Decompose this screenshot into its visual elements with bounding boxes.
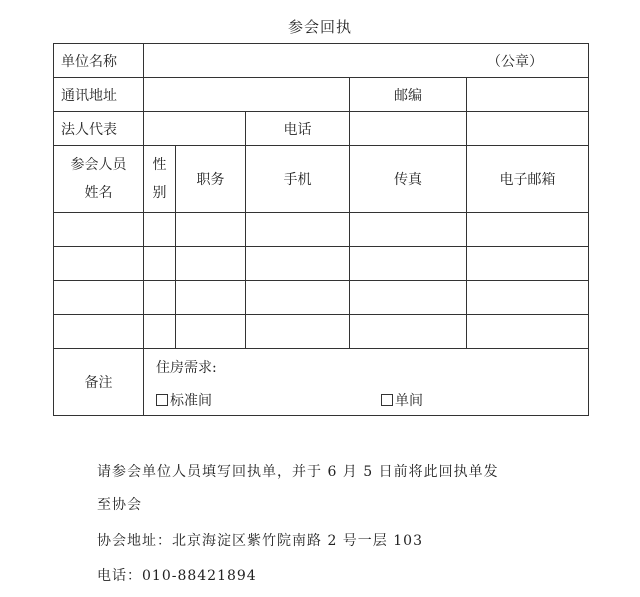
phone-extra-field[interactable] <box>467 112 589 146</box>
footer-address: 协会地址：北京海淀区紫竹院南路 2 号一层 103 <box>97 533 423 549</box>
position-cell[interactable] <box>176 315 246 349</box>
standard-room-option[interactable] <box>156 393 212 409</box>
email-header: 电子邮箱 <box>467 146 589 213</box>
address-label: 通讯地址 <box>54 78 144 112</box>
phone-label: 电话 <box>246 112 350 146</box>
table-row <box>54 247 589 281</box>
email-cell[interactable] <box>467 247 589 281</box>
legal-rep-field[interactable] <box>144 112 246 146</box>
standard-room-label: 标准间 <box>170 393 212 409</box>
attendee-name-cell[interactable] <box>54 247 144 281</box>
row-legal-rep <box>54 112 589 146</box>
fax-header: 传真 <box>350 146 467 213</box>
fax-cell[interactable] <box>350 281 467 315</box>
email-cell[interactable] <box>467 281 589 315</box>
fax-cell[interactable] <box>350 213 467 247</box>
position-header: 职务 <box>176 146 246 213</box>
page-title: 参会回执 <box>287 18 352 36</box>
footer-instruction-line2: 至协会 <box>97 497 142 513</box>
gender-header <box>144 146 176 213</box>
table-row <box>54 213 589 247</box>
postcode-field[interactable] <box>467 78 589 112</box>
single-room-option[interactable] <box>381 387 423 415</box>
attendee-name-cell[interactable] <box>54 213 144 247</box>
mobile-cell[interactable] <box>246 315 350 349</box>
fax-cell[interactable] <box>350 247 467 281</box>
registration-form <box>53 43 589 416</box>
unit-name-field[interactable] <box>144 44 589 78</box>
gender-cell[interactable] <box>144 247 176 281</box>
email-cell[interactable] <box>467 315 589 349</box>
gender-cell[interactable] <box>144 281 176 315</box>
mobile-cell[interactable] <box>246 281 350 315</box>
footer-instruction-line1: 请参会单位人员填写回执单，并于 6 月 5 日前将此回执单发 <box>97 464 499 480</box>
email-cell[interactable] <box>467 213 589 247</box>
position-cell[interactable] <box>176 247 246 281</box>
single-room-label: 单间 <box>395 393 423 409</box>
attendee-header <box>54 146 144 213</box>
address-field[interactable] <box>144 78 350 112</box>
housing-options <box>156 387 588 415</box>
legal-rep-label: 法人代表 <box>54 112 144 146</box>
phone-field[interactable] <box>350 112 467 146</box>
seal-label: （公章） <box>487 53 544 70</box>
remarks-label: 备注 <box>54 349 144 416</box>
row-address <box>54 78 589 112</box>
attendee-label-line2: 姓名 <box>84 185 113 201</box>
position-cell[interactable] <box>176 213 246 247</box>
row-remarks <box>54 349 589 416</box>
table-row <box>54 281 589 315</box>
mobile-cell[interactable] <box>246 247 350 281</box>
housing-label: 住房需求: <box>156 360 217 376</box>
gender-cell[interactable] <box>144 315 176 349</box>
mobile-header: 手机 <box>246 146 350 213</box>
checkbox-icon[interactable] <box>156 394 168 406</box>
gender-label-line1: 性 <box>152 157 167 173</box>
attendee-label-line1: 参会人员 <box>70 157 127 173</box>
mobile-cell[interactable] <box>246 213 350 247</box>
remarks-cell <box>144 349 589 416</box>
row-unit-name <box>54 44 589 78</box>
checkbox-icon[interactable] <box>381 394 393 406</box>
footer-phone: 电话：010-88421894 <box>97 568 257 584</box>
gender-label-line2: 别 <box>152 185 167 201</box>
gender-cell[interactable] <box>144 213 176 247</box>
table-row <box>54 315 589 349</box>
unit-name-label: 单位名称 <box>54 44 144 78</box>
fax-cell[interactable] <box>350 315 467 349</box>
attendee-name-cell[interactable] <box>54 315 144 349</box>
row-header <box>54 146 589 213</box>
position-cell[interactable] <box>176 281 246 315</box>
attendee-name-cell[interactable] <box>54 281 144 315</box>
postcode-label: 邮编 <box>350 78 467 112</box>
